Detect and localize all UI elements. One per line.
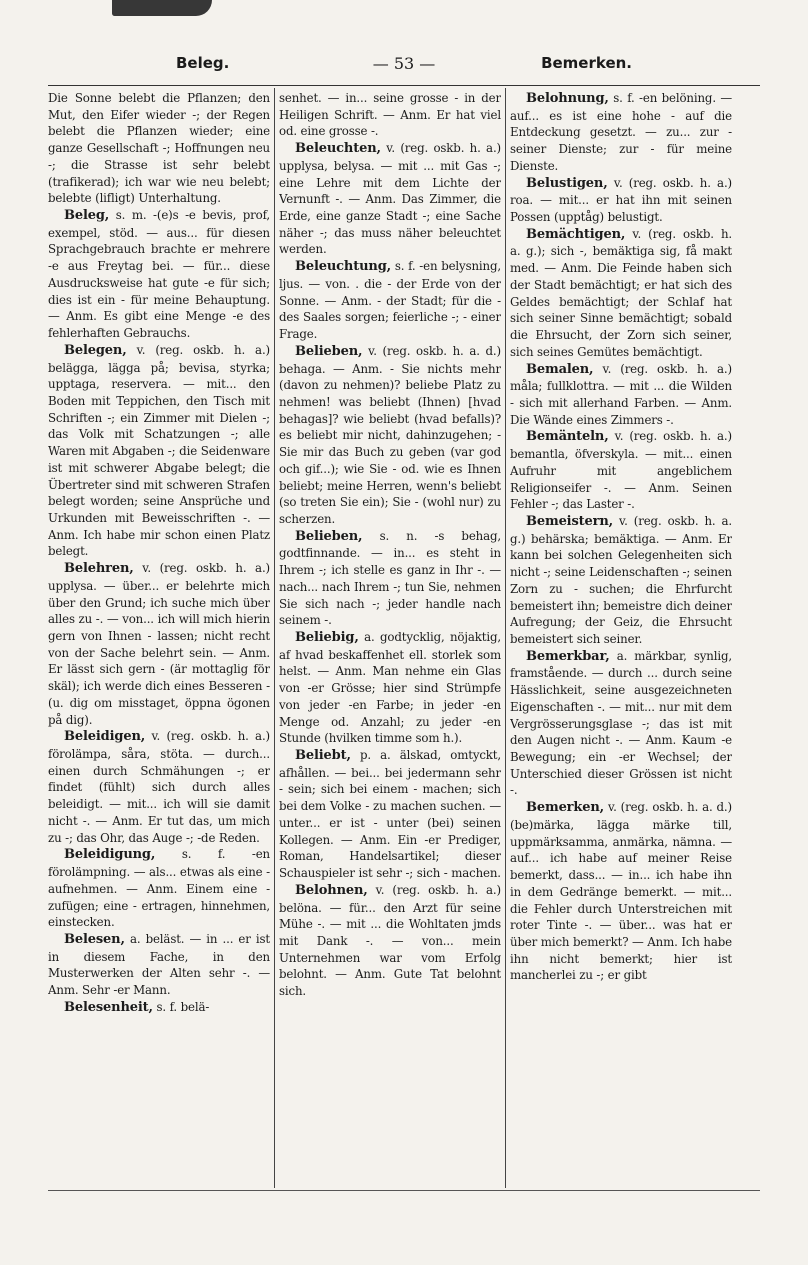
- dictionary-entry: [279, 343, 501, 528]
- entry-headword: Beliebt,: [295, 748, 351, 764]
- dictionary-entry: [510, 799, 732, 984]
- dictionary-entry: [48, 207, 270, 342]
- entry-text: senhet. — in... seine grosse - in der Heiligen Schrift. — Anm. Er hat viel od. eine grosse -.: [279, 91, 501, 139]
- entry-headword: Belegen,: [64, 342, 127, 358]
- entry-headword: Bemeistern,: [526, 513, 613, 529]
- dictionary-entry: [48, 999, 270, 1017]
- entry-headword: Belehren,: [64, 561, 134, 577]
- dictionary-entry: [510, 428, 732, 513]
- dictionary-entry: [510, 648, 732, 799]
- entry-text: s. f. -en förolämpning. — als... etwas als eine - aufnehmen. — Anm. Einem eine - zufügen; eine - ertragen, hinnehmen, einstecken.: [48, 847, 270, 930]
- entry-text: s. m. -(e)s -e bevis, prof, exempel, stöd. — aus... für diesen Sprachgebrauch brachte er mehrere -e aus Freytag bei. — für... diese Ausdrucksweise hat gute -e für sich; dies ist ein - für meine Behauptung. — Anm. Es gibt eine Menge -e des fehlerhaften Gebrauchs.: [48, 208, 270, 341]
- entry-headword: Belustigen,: [526, 175, 608, 191]
- entry-text: a. godtycklig, nöjaktig, af hvad beskaffenhet ell. storlek som helst. — Anm. Man nehme ein Glas von -er Grösse; hier sind Strümpfe von jeder -en Farbe; in jeder -en Menge od. Anzahl; zu jeder -en Stunde (hvilken timme som h.).: [279, 630, 501, 746]
- entry-headword: Bemächtigen,: [526, 226, 626, 242]
- entry-headword: Beleidigen,: [64, 729, 146, 745]
- entry-text: v. (reg. oskb. h. a.) bemantla, öfverskyla. — mit... einen Aufruhr mit angeblichem Religionseifer -. — Anm. Seinen Fehler -; das Laster -.: [510, 429, 732, 512]
- dictionary-entry: [510, 513, 732, 648]
- dictionary-entry: [279, 747, 501, 882]
- entry-text: v. (reg. oskb. h. a.) förolämpa, såra, stöta. — durch... einen durch Schmähungen -; er findet (fühlt) sich durch alles beleidigt. — mit... ich will sie damit nicht -. — Anm. Er tut das, um mich zu -; das Ohr, das Auge -; -de Reden.: [48, 729, 270, 845]
- dictionary-entry: [279, 629, 501, 747]
- entry-text: v. (reg. oskb. h. a.) upplysa. — über... er belehrte mich über den Grund; ich suche mich über alles zu -. — von... ich will mich hierin gern von Ihnen - lassen; nicht recht von der Sache belehrt sein. — Anm. Er lässt sich gern - (är mottaglig för skäl); ich werde dich eines Besseren - (u. dig om misstaget, öppna ögonen på dig).: [48, 561, 270, 727]
- entry-text: s. f. belä-: [156, 999, 210, 1014]
- entry-text: s. n. -s behag, godtfinnande. — in... es steht in Ihrem -; ich stelle es ganz in Ihr -. — nach... nach Ihrem -; tun Sie, nehmen Sie sich nach -; jeder handle nach seinem -.: [279, 528, 501, 628]
- header-rule: [48, 85, 760, 86]
- dictionary-entry: [279, 882, 501, 1000]
- entry-headword: Beliebig,: [295, 630, 359, 645]
- entry-headword: Belieben,: [295, 343, 363, 359]
- dictionary-entry: [48, 342, 270, 560]
- entry-text: v. (reg. oskb. h. a.) måla; fullklottra. — mit ... die Wilden - sich mit allerhand Farben. — Anm. Die Wände eines Zimmers -.: [510, 361, 732, 427]
- dictionary-entry: [48, 728, 270, 846]
- entry-text: Die Sonne belebt die Pflanzen; den Mut, den Eifer wieder -; der Regen belebt die Pflanzen wieder; eine ganze Gesellschaft -; Hoffnungen neu -; die Strasse ist sehr belebt (trafikerad); ich war wie neu belebt; belebte (lifligt) Unterhaltung.: [48, 91, 270, 206]
- entry-headword: Beleuchten,: [295, 141, 381, 157]
- entry-text: a. märkbar, synlig, framstående. — durch ... durch seine Hässlichkeit, seine ausgezeichneten Eigenschaften -. — mit... nur mit dem Vergrösserungsglase -; das ist mit den Augen nicht -. — Anm. Kaum -e Bewegung; ein -er Wechsel; der Unterschied dieser Grössen ist nicht -.: [510, 648, 732, 798]
- column-1: [48, 90, 270, 1186]
- entry-text: v. (reg. oskb. h. a.) upplysa, belysa. — mit ... mit Gas -; eine Lehre mit dem Lichte der Vernunft -. — Anm. Das Zimmer, die Erde, eine ganze Stadt -; eine Sache näher -; das muss näher beleuchtet werden.: [279, 141, 501, 257]
- entry-headword: Belohnung,: [526, 91, 609, 106]
- entry-headword: Belieben,: [295, 528, 363, 544]
- entry-headword: Beleuchtung,: [295, 259, 392, 275]
- entry-headword: Bemerkbar,: [526, 648, 610, 664]
- page-number: — 53 —: [372, 54, 436, 73]
- entry-headword: Bemalen,: [526, 361, 594, 377]
- dictionary-entry: [48, 846, 270, 931]
- dictionary-entry: [279, 258, 501, 343]
- entry-continuation: [279, 90, 501, 140]
- dictionary-entry: [279, 140, 501, 258]
- dictionary-entry: [510, 361, 732, 429]
- entry-headword: Beleidigung,: [64, 847, 156, 863]
- dictionary-entry: [279, 528, 501, 629]
- entry-text: s. f. -en belysning, ljus. — von. . die - der Erde von der Sonne. — Anm. - der Stadt; für die - des Saales sorgen; feierliche -; - einer Frage.: [279, 259, 501, 342]
- column-divider: [274, 88, 275, 1188]
- entry-headword: Bemerken,: [526, 800, 605, 816]
- header-left-guideword: Beleg.: [176, 54, 230, 72]
- entry-text: v. (reg. oskb. h. a.) roa. — mit... er hat ihn mit seinen Possen (upptåg) belustigt.: [510, 175, 732, 225]
- footer-rule: [48, 1190, 760, 1191]
- entry-text: v. (reg. oskb. h. a.) belöna. — für... den Arzt für seine Mühe -. — mit ... die Wohltaten jmds mit Dank -. — von... mein Unternehmen war vom Erfolg belohnt. — Anm. Gute Tat belohnt sich.: [279, 882, 501, 999]
- dictionary-entry: [510, 175, 732, 226]
- dictionary-entry: [510, 90, 732, 175]
- entry-text: v. (reg. oskb. h. a. g.) behärska; bemäktiga. — Anm. Er kann bei solchen Gelegenheiten sich nicht -; seine Leidenschaften -; seinen Zorn zu - suchen; die Ehrfurcht bemeistert ihn; bemeistre dich deiner Aufregung; der Geiz, die Ehrsucht bemeistert sich seiner.: [510, 513, 732, 646]
- entry-text: v. (reg. oskb. h. a. g.); sich -, bemäktiga sig, få makt med. — Anm. Die Feinde haben sich der Stadt bemächtigt; er hat sich des Geldes bemächtigt; der Schlaf hat sich seiner Sinne bemächtigt; sobald die Ehrsucht, der Zorn sich seiner, sich seines Gemütes bemächtigt.: [510, 226, 732, 359]
- entry-text: p. a. älskad, omtyckt, afhållen. — bei... bei jedermann sehr - sein; sich bei einem - machen; sich bei dem Volke - zu machen suchen. — unter... er ist - unter (bei) seinen Kollegen. — Anm. Ein -er Prediger, Roman, Handelsartikel; dieser Schauspieler ist sehr -; sich - machen.: [279, 748, 501, 881]
- entry-text: s. f. -en belöning. — auf... es ist eine hohe - auf die Entdeckung gesetzt. — zu... zur - seiner Dienste; zur - für meine Dienste.: [510, 91, 732, 173]
- entry-headword: Belesen,: [64, 931, 125, 947]
- entry-text: a. beläst. — in ... er ist in diesem Fache, in den Musterwerken der Alten sehr -. — Anm. Sehr -er Mann.: [48, 931, 270, 998]
- entry-text: v. (reg. oskb. h. a.) belägga, lägga på; bevisa, styrka; upptaga, reservera. — mit... den Boden mit Teppichen, den Tisch mit Schriften -; ein Zimmer mit Dielen -; das Volk mit Schatzungen -; alle Waren mit Abgaben -; die Seidenware ist mit schwerer Abgabe belegt; die Übertreter sind mit schweren Strafen belegt worden; seine Ansprüche und Urkunden mit Beweisschriften -. — Anm. Ich habe mir schon einen Platz belegt.: [48, 342, 270, 559]
- entry-continuation: [48, 90, 270, 207]
- dictionary-entry: [48, 931, 270, 999]
- column-2: [279, 90, 501, 1186]
- dictionary-entry: [510, 226, 732, 361]
- entry-headword: Bemänteln,: [526, 429, 609, 445]
- entry-headword: Belohnen,: [295, 882, 368, 898]
- dictionary-entry: [48, 560, 270, 728]
- entry-headword: Beleg,: [64, 208, 110, 224]
- column-3: [510, 90, 732, 1186]
- entry-text: v. (reg. oskb. h. a. d.) behaga. — Anm. - Sie nichts mehr (davon zu nehmen)? beliebe Platz zu nehmen! was beliebt (Ihnen) [hvad behagas]? wie beliebt (hvad befalls)? es beliebt mir nicht, dahinzugehen; - Sie mir das Buch zu geben (var god och gif...); wie Sie - od. wie es Ihnen beliebt; meine Herren, wenn's beliebt (so treten Sie ein); Sie - (wohl nur) zu scherzen.: [279, 343, 501, 526]
- column-divider: [505, 88, 506, 1188]
- entry-text: v. (reg. oskb. h. a. d.) (be)märka, lägga märke till, uppmärksamma, anmärka, nämna. — auf... ich habe auf meiner Reise bemerkt, dass... — in... ich habe ihn in dem Gedränge bemerkt. — mit... die Fehler durch Unterstreichen mit roter Tinte -. — über... was hat er über mich bemerkt? — Anm. Ich habe ihn nicht bemerkt; hier ist mancherlei zu -; er gibt: [510, 800, 732, 983]
- page-header: [48, 50, 760, 78]
- header-right-guideword: Bemerken.: [541, 54, 632, 72]
- entry-headword: Belesenheit,: [64, 999, 153, 1015]
- scan-artifact: [112, 0, 212, 16]
